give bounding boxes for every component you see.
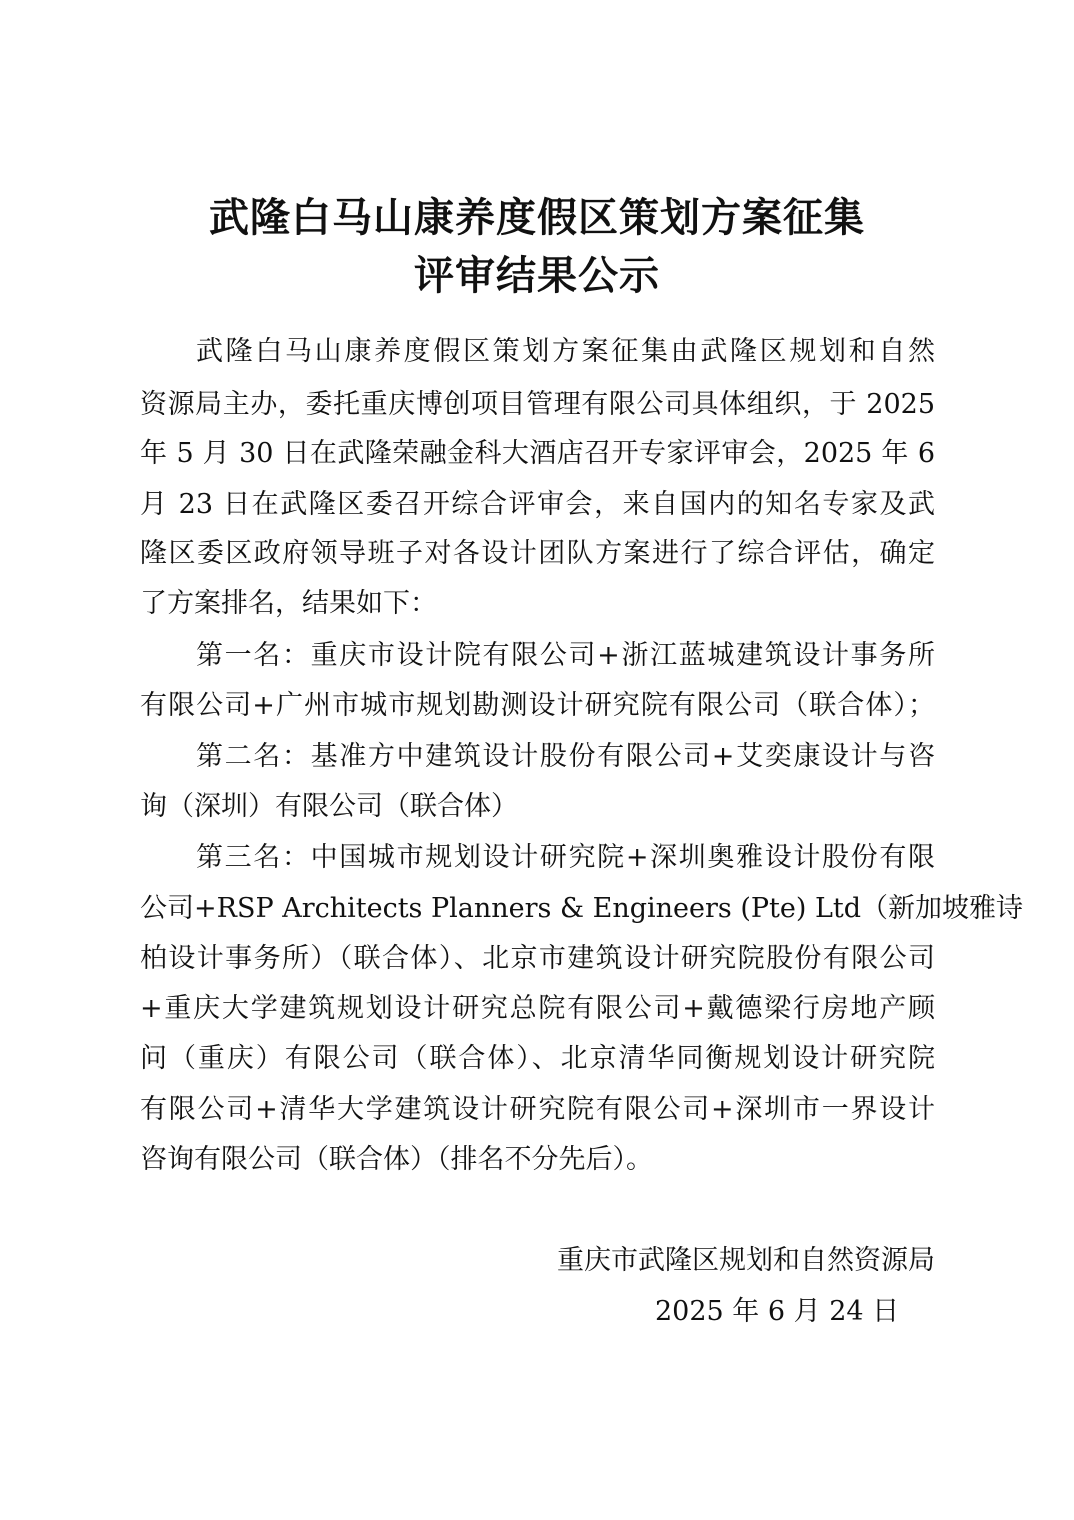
intro-line-3: 年 5 月 30 日在武隆荣融金科大酒店召开专家评审会，2025 年 6: [140, 438, 935, 469]
issuing-authority: 重庆市武隆区规划和自然资源局: [557, 1245, 935, 1276]
first-place-line-1: 第一名：重庆市设计院有限公司+浙江蓝城建筑设计事务所: [196, 640, 935, 671]
third-place-line-4: +重庆大学建筑规划设计研究总院有限公司+戴德梁行房地产顾: [140, 993, 935, 1024]
second-place-line-2: 询（深圳）有限公司（联合体）: [140, 791, 518, 822]
document-title-line-1: 武隆白马山康养度假区策划方案征集: [209, 194, 865, 241]
third-place-line-6: 有限公司+清华大学建筑设计研究院有限公司+深圳市一界设计: [140, 1094, 935, 1125]
third-place-line-5: 问（重庆）有限公司（联合体）、北京清华同衡规划设计研究院: [140, 1043, 935, 1074]
first-place-line-2: 有限公司+广州市城市规划勘测设计研究院有限公司（联合体）；: [140, 690, 935, 721]
second-place-line-1: 第二名：基准方中建筑设计股份有限公司+艾奕康设计与咨: [196, 741, 935, 772]
intro-line-2: 资源局主办，委托重庆博创项目管理有限公司具体组织，于 2025: [140, 389, 935, 420]
intro-line-6: 了方案排名，结果如下：: [140, 588, 437, 619]
intro-line-5: 隆区委区政府领导班子对各设计团队方案进行了综合评估，确定: [140, 538, 935, 569]
document-title-line-2: 评审结果公示: [414, 252, 660, 299]
third-place-line-2: 公司+RSP Architects Planners & Engineers (Pte) Ltd（新加坡雅诗: [140, 893, 1024, 924]
third-place-line-1: 第三名：中国城市规划设计研究院+深圳奥雅设计股份有限: [196, 842, 935, 873]
third-place-line-3: 柏设计事务所）（联合体）、北京市建筑设计研究院股份有限公司: [140, 943, 935, 974]
issue-date: 2025 年 6 月 24 日: [655, 1296, 900, 1327]
intro-line-1: 武隆白马山康养度假区策划方案征集由武隆区规划和自然: [196, 336, 935, 367]
intro-line-4: 月 23 日在武隆区委召开综合评审会，来自国内的知名专家及武: [140, 489, 935, 520]
third-place-line-7: 咨询有限公司（联合体）（排名不分先后）。: [140, 1144, 653, 1175]
